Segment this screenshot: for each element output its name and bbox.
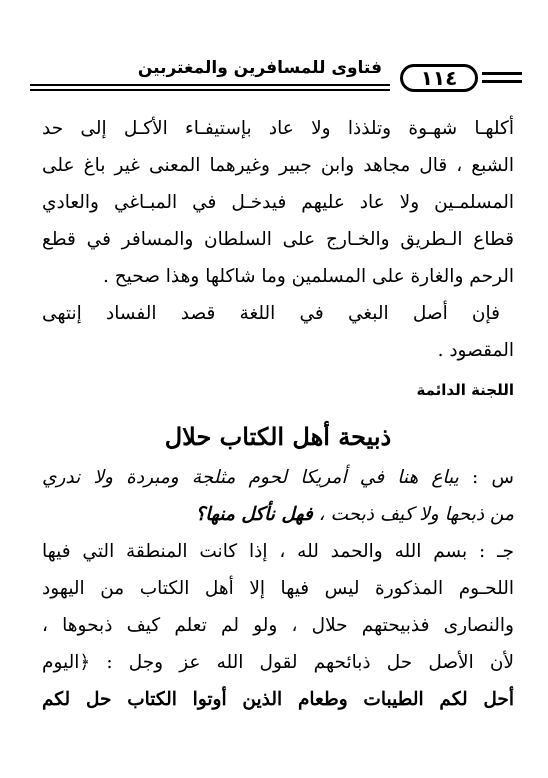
book-title: فتاوى للمسافرين والمغتربين — [137, 58, 382, 78]
answer-line: لأن الأصل حل ذبائحهم لقول الله عز وجل : ﴿اليوم — [42, 652, 514, 673]
header-rule — [30, 84, 390, 86]
question-text: يباع هنا في أمريكا لحوم مثلجة ومبردة ولا ندري — [42, 467, 459, 488]
question-line — [42, 459, 514, 496]
answer-line: أحل لكم الطيبات وطعام الذين أوتوا الكتاب حل لكم — [42, 689, 514, 710]
question-text: من ذبحها ولا كيف ذبحت ، — [318, 504, 514, 525]
page-header — [30, 58, 522, 98]
header-ornament — [482, 72, 522, 75]
text-line: أكلهـا شهـوة وتلذذا ولا عاد بإستيفـاء الأكـل إلى حد — [42, 118, 514, 139]
question-emphasis: فهل نأكل منها؟ — [195, 504, 313, 525]
answer-line: والنصارى فذبيحتهم حلال ، ولو لم تعلم كيف ذبحوها ، — [42, 615, 514, 636]
text-line: الرحم والغارة على المسلمين وما شاكلها وهذا صحيح . — [102, 266, 514, 287]
text-line: الشبع ، قال مجاهد وابن جبير وغيرهما المعنى غير باغ على — [42, 155, 514, 176]
signature: اللجنة الدائمة — [416, 381, 514, 399]
text-line: فإن أصل البغي في اللغة قصد الفساد إنتهى — [42, 303, 500, 324]
question-line — [42, 496, 514, 533]
answer-prefix: جـ : — [479, 541, 514, 562]
text-line: المسلمـين ولا عاد عليهم فيدخـل في المبـاغي والعادي — [42, 192, 514, 213]
header-ornament — [482, 80, 522, 83]
page-body — [42, 110, 514, 718]
question-prefix: س : — [471, 467, 514, 488]
answer-line: اللحـوم المذكورة ليس فيها إلا أهل الكتاب من اليهود — [42, 578, 514, 599]
page-number: ١١٤ — [400, 64, 478, 92]
section-title: ذبيحة أهل الكتاب حلال — [164, 422, 392, 451]
header-rule — [30, 89, 390, 91]
answer-line — [42, 533, 514, 570]
text-line: المقصود . — [437, 340, 514, 361]
text-line: قطاع الـطريق والخـارج على السلطان والمسافر في قطع — [42, 229, 514, 250]
answer-text: بسم الله والحمد لله ، إذا كانت المنطقة التي فيها — [42, 541, 468, 562]
